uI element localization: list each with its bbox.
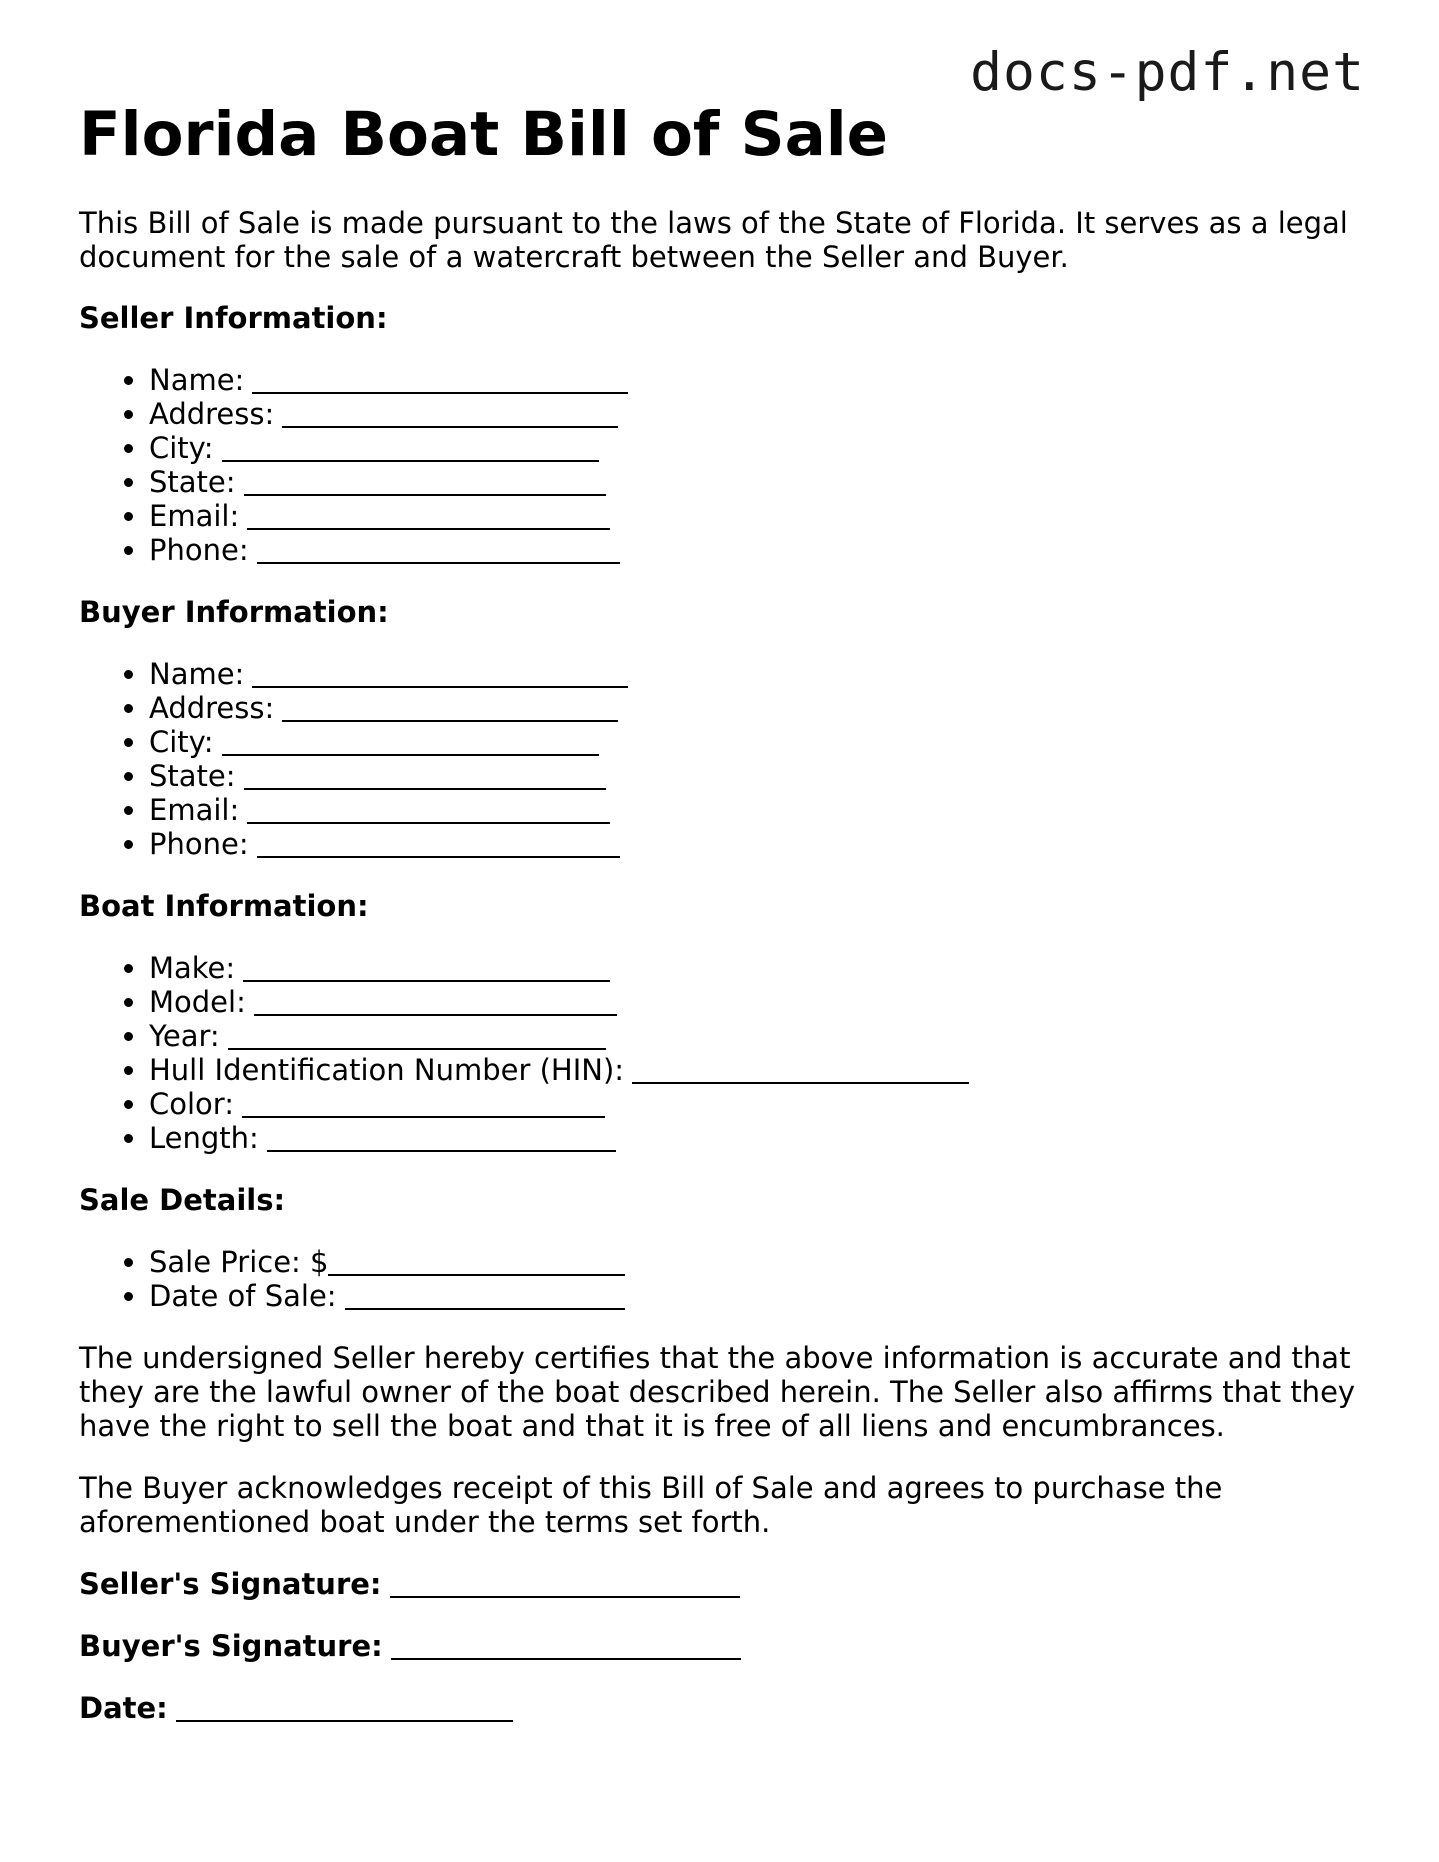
- sale-section-heading: Sale Details:: [79, 1183, 286, 1217]
- seller-state-field: • State:: [149, 465, 1379, 499]
- sale-field-list: [79, 1245, 1379, 1313]
- sale-date-field: • Date of Sale:: [149, 1279, 1379, 1313]
- boat-color-field: • Color:: [149, 1087, 1379, 1121]
- document-body: [79, 206, 1379, 1753]
- acknowledgement-paragraph: The Buyer acknowledges receipt of this Bill of Sale and agrees to purchase the aforementioned boat under the terms set forth.: [79, 1471, 1223, 1539]
- seller-city-blank[interactable]: [222, 432, 599, 462]
- seller-signature-blank[interactable]: [390, 1568, 740, 1598]
- boat-make-blank[interactable]: [243, 952, 610, 982]
- site-watermark: docs-pdf.net: [970, 42, 1365, 103]
- boat-length-blank[interactable]: [267, 1122, 616, 1152]
- seller-phone-blank[interactable]: [257, 534, 620, 564]
- boat-length-field: • Length:: [149, 1121, 1379, 1155]
- sale-date-blank[interactable]: [345, 1280, 625, 1310]
- seller-email-blank[interactable]: [247, 500, 610, 530]
- buyer-address-blank[interactable]: [282, 692, 618, 722]
- buyer-signature-line: Buyer's Signature:: [79, 1629, 1379, 1663]
- document-title: Florida Boat Bill of Sale: [79, 99, 889, 170]
- seller-city-field: • City:: [149, 431, 1379, 465]
- buyer-state-field: • State:: [149, 759, 1379, 793]
- boat-hin-field: • Hull Identification Number (HIN):: [149, 1053, 1379, 1087]
- seller-address-blank[interactable]: [282, 398, 618, 428]
- seller-state-blank[interactable]: [244, 466, 606, 496]
- boat-field-list: [79, 951, 1379, 1155]
- buyer-email-blank[interactable]: [247, 794, 610, 824]
- boat-model-field: • Model:: [149, 985, 1379, 1019]
- buyer-phone-field: • Phone:: [149, 827, 1379, 861]
- buyer-state-blank[interactable]: [244, 760, 606, 790]
- certification-paragraph: The undersigned Seller hereby certifies that the above information is accurate and that they are the lawful owner of the boat described herein. The Seller also affirms that they have the right to sell the boat and that it is free of all liens and encumbrances.: [79, 1341, 1356, 1443]
- seller-field-list: [79, 363, 1379, 567]
- boat-year-field: • Year:: [149, 1019, 1379, 1053]
- buyer-name-field: • Name:: [149, 657, 1379, 691]
- boat-section-heading: Boat Information:: [79, 889, 369, 923]
- seller-phone-field: • Phone:: [149, 533, 1379, 567]
- date-line: Date:: [79, 1691, 1379, 1725]
- buyer-section-heading: Buyer Information:: [79, 595, 389, 629]
- buyer-field-list: [79, 657, 1379, 861]
- buyer-email-field: • Email:: [149, 793, 1379, 827]
- boat-color-blank[interactable]: [242, 1088, 605, 1118]
- seller-signature-line: Seller's Signature:: [79, 1567, 1379, 1601]
- boat-model-blank[interactable]: [254, 986, 617, 1016]
- boat-year-blank[interactable]: [228, 1020, 606, 1050]
- date-blank[interactable]: [176, 1692, 513, 1722]
- buyer-signature-blank[interactable]: [391, 1630, 741, 1660]
- seller-address-field: • Address:: [149, 397, 1379, 431]
- buyer-city-field: • City:: [149, 725, 1379, 759]
- buyer-address-field: • Address:: [149, 691, 1379, 725]
- seller-email-field: • Email:: [149, 499, 1379, 533]
- seller-name-field: • Name:: [149, 363, 1379, 397]
- buyer-name-blank[interactable]: [252, 658, 628, 688]
- intro-paragraph: This Bill of Sale is made pursuant to the laws of the State of Florida. It serves as a legal document for the sale of a watercraft between the Seller and Buyer.: [79, 206, 1348, 274]
- sale-price-blank[interactable]: [328, 1246, 625, 1276]
- boat-make-field: • Make:: [149, 951, 1379, 985]
- sale-price-field: • Sale Price: $: [149, 1245, 1379, 1279]
- seller-section-heading: Seller Information:: [79, 301, 388, 335]
- boat-hin-blank[interactable]: [632, 1054, 969, 1084]
- buyer-city-blank[interactable]: [222, 726, 599, 756]
- buyer-phone-blank[interactable]: [257, 828, 620, 858]
- seller-name-blank[interactable]: [252, 364, 628, 394]
